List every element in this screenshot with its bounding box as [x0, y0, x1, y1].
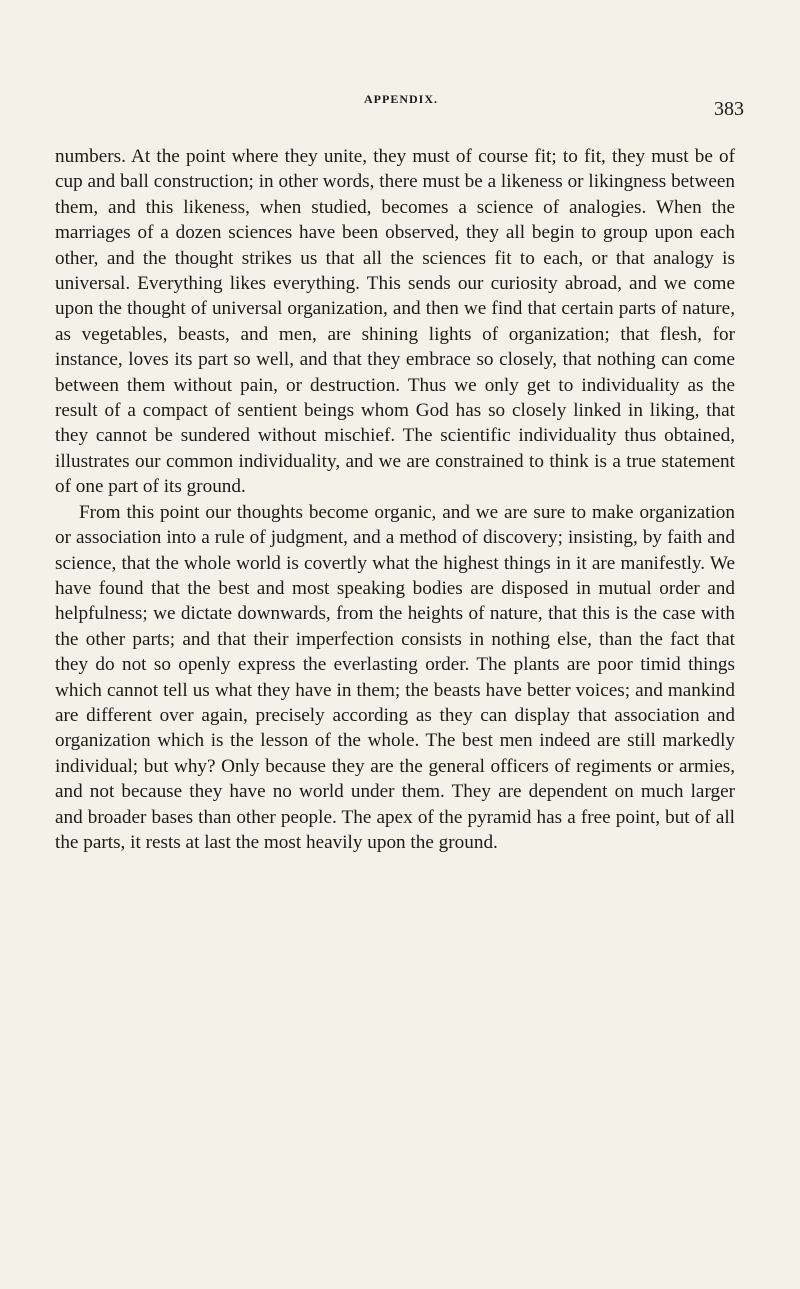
running-head: APPENDIX.: [364, 92, 438, 106]
paragraph: From this point our thoughts become organic, and we are sure to make organization or association into a rule of judgment, and a method of discovery; insisting, by faith and science, that the whole world is covertly what the highest things in it are manifestly. We have found that the best and most speaking bodies are disposed in mutual order and helpfulness; we dictate downwards, from the heights of nature, that this is the case with the other parts; and that their imperfection consists in nothing else, than the fact that they do not so openly express the everlasting order. The plants are poor timid things which cannot tell us what they have in them; the beasts have better voices; and mankind are different over again, precisely according as they can display that association and organization which is the lesson of the whole. The best men indeed are still markedly individual; but why? Only because they are the general officers of regiments or armies, and not because they have no world under them. They are dependent on much larger and broader bases than other people. The apex of the pyramid has a free point, but of all the parts, it rests at last the most heavily upon the ground.: [55, 501, 735, 853]
body-text: [55, 144, 735, 855]
page-number: 383: [714, 98, 744, 120]
paragraph: numbers. At the point where they unite, they must of course fit; to fit, they must be of cup and ball construction; in other words, there must be a likeness or likingness between them, and this likeness, when studied, becomes a science of analogies. When the marriages of a dozen sciences have been observed, they all begin to group upon each other, and the thought strikes us that all the sciences fit to each, or that analogy is universal. Everything likes everything. This sends our curiosity abroad, and we come upon the thought of universal organization, and then we find that certain parts of nature, as vegetables, beasts, and men, are shining lights of organization; that flesh, for instance, loves its part so well, and that they embrace so closely, that nothing can come between them without pain, or destruction. Thus we only get to individuality as the result of a compact of sentient beings whom God has so closely linked in liking, that they cannot be sundered without mischief. The scientific individuality thus obtained, illustrates our common individuality, and we are constrained to think is a true statement of one part of its ground.: [55, 146, 735, 498]
